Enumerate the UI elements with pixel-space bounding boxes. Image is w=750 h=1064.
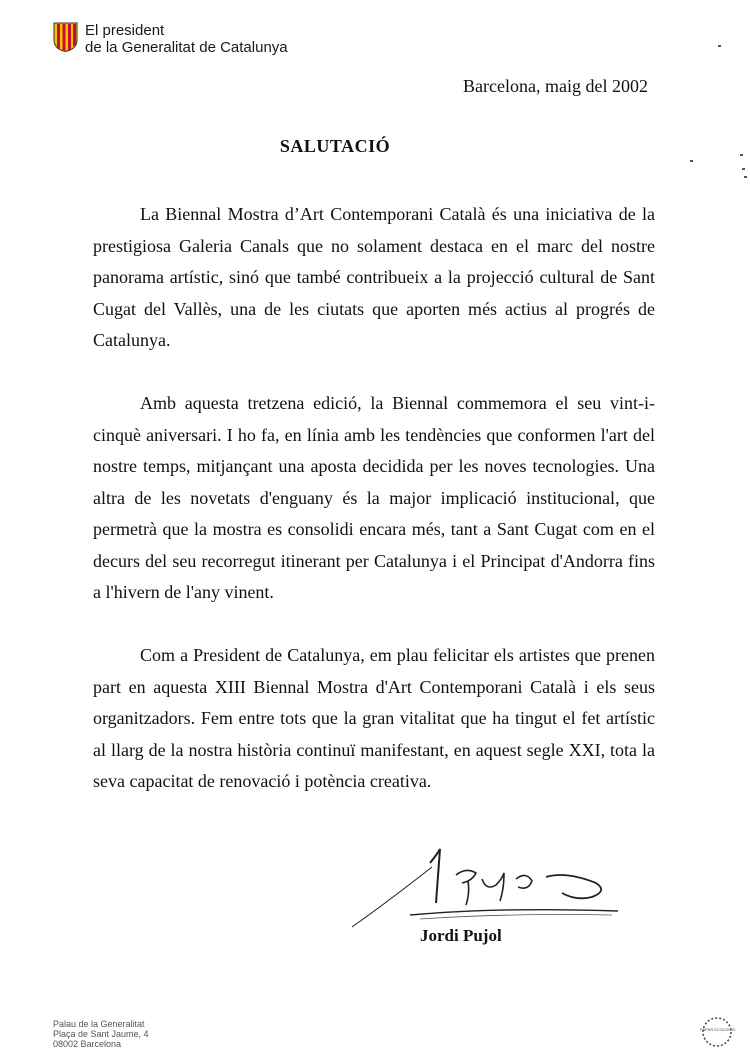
paragraph-2: Amb aquesta tretzena edició, la Biennal commemora el seu vint-i-cinquè aniversari. I ho fa, en línia amb les tendències que conformen l'art del nostre temps, mitjançant una aposta decidida per les noves tecnologies. Una altra de les novetats d'enguany és la major implicació institucional, que permetrà que la mostra es consolidi encara més, tant a Sant Cugat com en el decurs del seu recorregut itinerant per Catalunya i el Principat d'Andorra fins a l'hivern de l'any vinent.: [93, 393, 655, 602]
scan-speck: [742, 168, 745, 170]
signer-name: Jordi Pujol: [420, 926, 502, 945]
recycled-paper-logo: [700, 1015, 734, 1049]
letter-body: [93, 199, 655, 829]
paper-mark-text: PAPER ECOLOGIC: [700, 1027, 736, 1032]
scan-speck: [718, 45, 721, 47]
paragraph-3: Com a President de Catalunya, em plau felicitar els artistes que prenen part en aquesta XIII Biennal Mostra d'Art Contemporani Català i els seus organitzadors. Fem entre tots que la gran vitalitat que ha tingut el fet artístic al llarg de la nostra història continuï manifestant, en aquest segle XXI, tota la seva capacitat de renovació i potència creativa.: [93, 645, 655, 791]
generalitat-emblem-icon: [53, 22, 78, 52]
paragraph-1: La Biennal Mostra d’Art Contemporani Català és una iniciativa de la prestigiosa Galeria Canals que no solament destaca en el marc del nostre panorama artístic, sinó que també contribueix a la projecció cultural de Sant Cugat del Vallès, una de les ciutats que aporten més actius al progrés de Catalunya.: [93, 204, 655, 350]
footer-address: [53, 1019, 149, 1049]
scan-speck: [744, 176, 747, 178]
letterhead-text: [85, 22, 385, 56]
address-line-3: 08002 Barcelona: [53, 1039, 122, 1049]
letterhead-line-2: de la Generalitat de Catalunya: [85, 39, 288, 56]
scan-speck: [690, 160, 693, 162]
letter-date: Barcelona, maig del 2002: [463, 76, 648, 96]
address-line-2: Plaça de Sant Jaume, 4: [53, 1029, 149, 1039]
recycled-paper-icon: [700, 1015, 734, 1049]
address-line-1: Palau de la Generalitat: [53, 1019, 145, 1029]
letterhead-line-1: El president: [85, 22, 165, 39]
scan-speck: [740, 154, 743, 156]
letter-heading: SALUTACIÓ: [279, 136, 391, 156]
handwritten-signature: [350, 845, 620, 930]
